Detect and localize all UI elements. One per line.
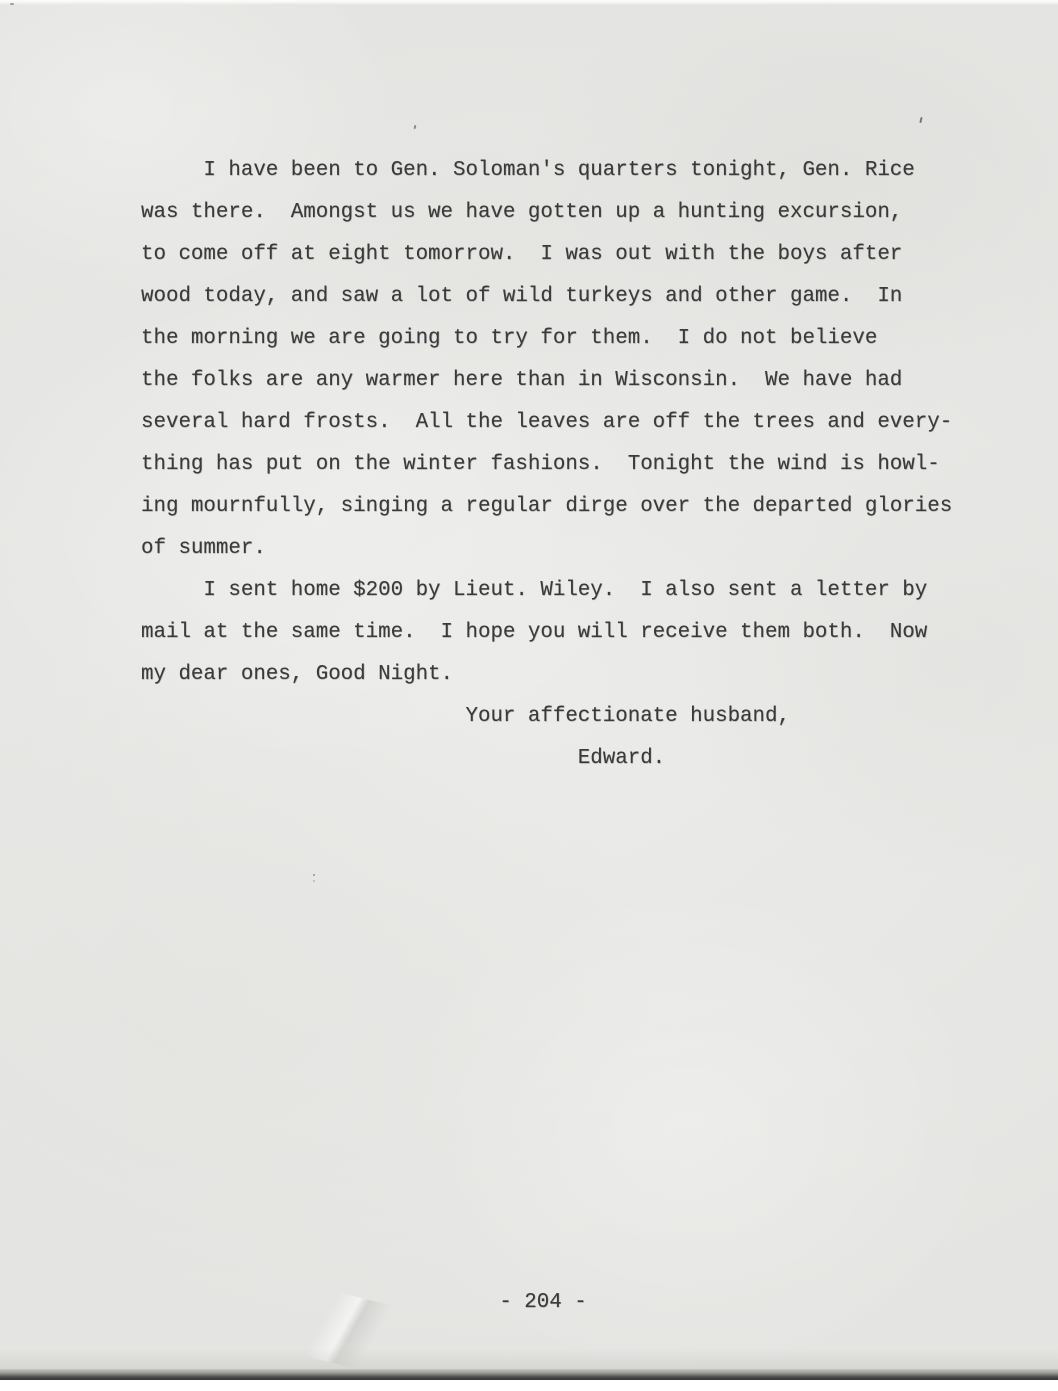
signature-name-line: Edward. <box>141 747 666 770</box>
letter-line: to come off at eight tomorrow. I was out with the boys after <box>141 243 903 266</box>
paper-speck <box>919 117 922 123</box>
letter-line: the folks are any warmer here than in Wisconsin. We have had <box>141 369 903 392</box>
paper-speck <box>10 3 14 5</box>
signature-closing-line: Your affectionate husband, <box>141 705 790 728</box>
letter-line: my dear ones, Good Night. <box>141 663 454 686</box>
paper-bottom-edge <box>0 1369 1058 1380</box>
letter-line: was there. Amongst us we have gotten up a hunting excursion, <box>141 201 903 224</box>
letter-line: I sent home $200 by Lieut. Wiley. I also sent a letter by <box>141 579 928 602</box>
letter-body <box>141 150 952 780</box>
page-number: - 204 - <box>499 1291 587 1314</box>
letter-line: of summer. <box>141 537 266 560</box>
letter-line: several hard frosts. All the leaves are off the trees and every- <box>141 411 953 434</box>
letter-line: ing mournfully, singing a regular dirge over the departed glories <box>141 495 953 518</box>
letter-line: wood today, and saw a lot of wild turkeys and other game. In <box>141 285 903 308</box>
paper-speck <box>414 125 417 129</box>
paper-speck <box>313 874 315 876</box>
paper-top-edge <box>0 0 1058 5</box>
letter-line: the morning we are going to try for them. I do not believe <box>141 327 878 350</box>
paper-bottom-shadow <box>0 1348 1058 1370</box>
letter-line: I have been to Gen. Soloman's quarters tonight, Gen. Rice <box>141 159 915 182</box>
letter-line: mail at the same time. I hope you will receive them both. Now <box>141 621 928 644</box>
letter-line: thing has put on the winter fashions. Tonight the wind is howl- <box>141 453 940 476</box>
